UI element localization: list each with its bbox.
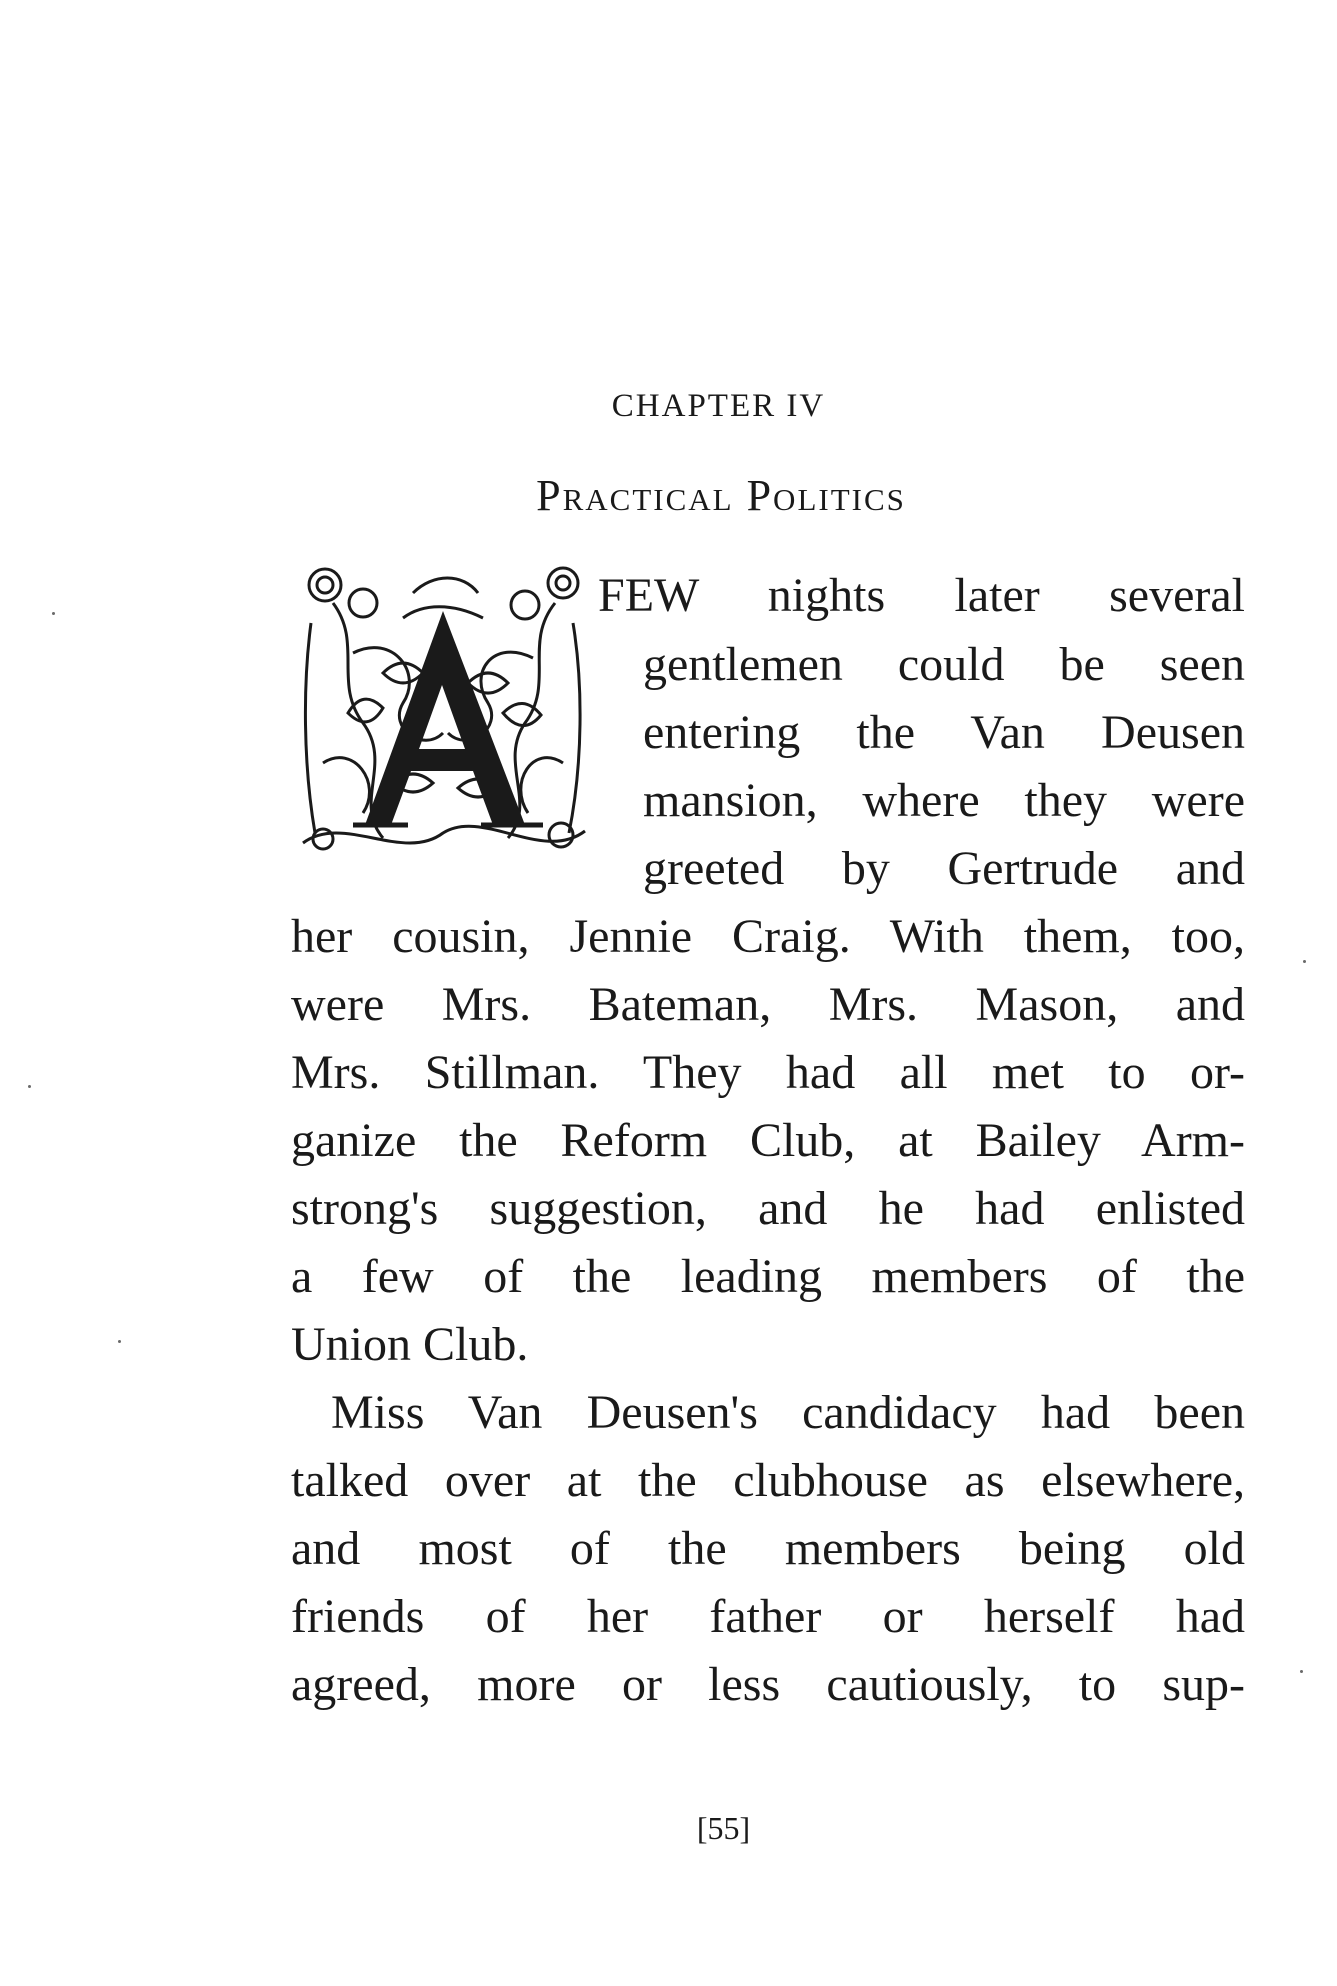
body-line: were Mrs. Bateman, Mrs. Mason, and [291,978,1245,1031]
body-line: Miss Van Deusen's candidacy had been [331,1386,1245,1439]
chapter-number: CHAPTER IV [611,388,826,424]
body-line: greeted by Gertrude and [643,842,1245,895]
body-line: a few of the leading members of the [291,1250,1245,1303]
body-line: her cousin, Jennie Craig. With them, too, [291,910,1245,963]
body-line: and most of the members being old [291,1522,1245,1575]
body-line: entering the Van Deusen [643,706,1245,759]
print-speck [1303,960,1306,963]
print-speck [52,612,55,615]
body-line: Union Club. [291,1318,529,1371]
chapter-title: Practical Politics [536,471,906,520]
body-line: gentlemen could be seen [643,638,1245,691]
body-line: friends of her father or herself had [291,1590,1245,1643]
print-speck [1300,1670,1303,1673]
body-line: strong's suggestion, and he had enlisted [291,1182,1245,1235]
body-line: ganize the Reform Club, at Bailey Arm- [291,1114,1245,1167]
body-line: talked over at the clubhouse as elsewhere, [291,1454,1245,1507]
drop-cap-ornament [293,563,593,859]
body-line: agreed, more or less cautiously, to sup- [291,1658,1245,1711]
body-line: FEW nights later several [598,569,1245,622]
print-speck [118,1340,121,1343]
body-line: mansion, where they were [643,774,1245,827]
body-line: Mrs. Stillman. They had all met to or- [291,1046,1245,1099]
print-speck [28,1085,31,1088]
page-number: [55] [696,1810,751,1846]
